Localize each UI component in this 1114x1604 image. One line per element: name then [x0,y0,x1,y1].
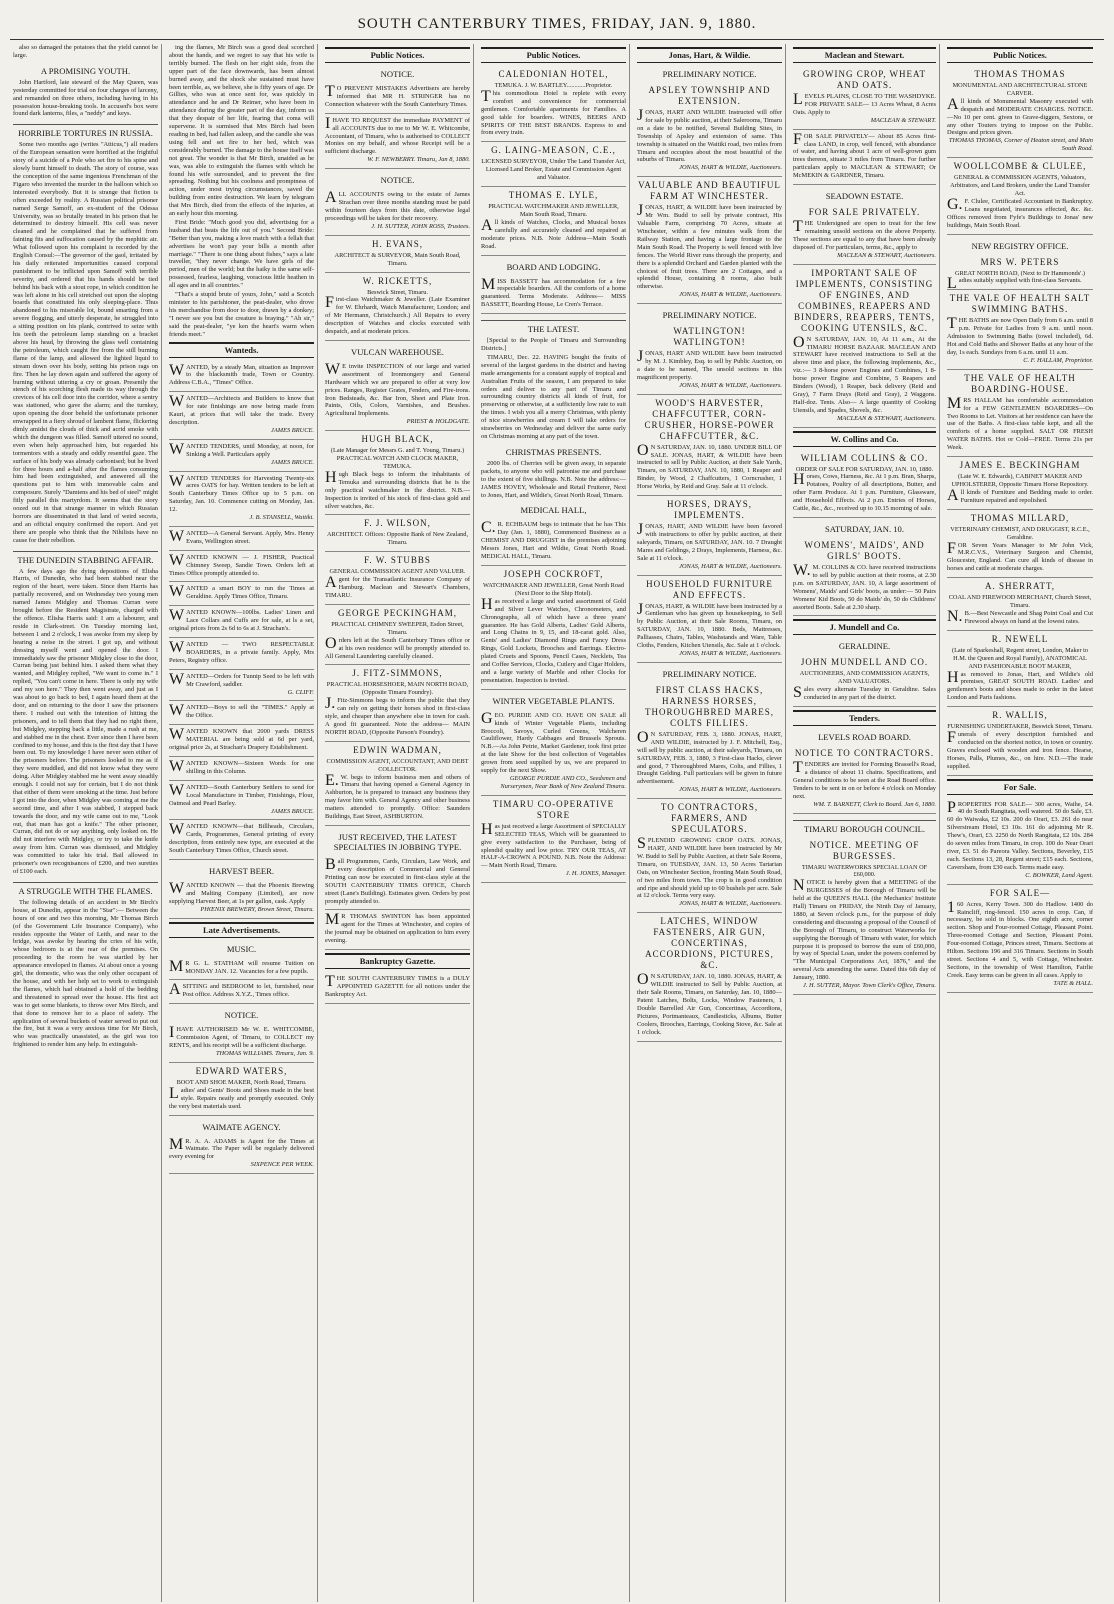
advertisement [169,361,314,393]
column-7 [944,44,1096,1602]
ad-subtitle: GENERAL & COMMISSION AGENTS, Valuators, Arbitrators, and Land Brokers, under the Land Transfer Act. [950,174,1090,197]
article-paragraph: Some two months ago (writes "Atticus,") all readers of the European sensation were horrified at the frightful story of a suicide of a Pole who set fire to his spine and slowly burnt himself to death. The story of course, was the conception of the same ingenious Frenchman of the Figaro who invented the murder in the balloon which so interested everybody. But it is strange that fiction is often exceeded by reality. A Russian political prisoner named Serge Samoff, an ex-student of the Odessa University, was so brutally treated in his prison that he determined to destroy himself. His cell was never cleaned and he complained that he suffered from fainting fits and suffocation caused by the mephitic air. What followed upon his complaint is recorded by the English Consul:—The governor of the gaol, irritated by his daily reiterated importunities caused corporal punishment to be inflicted upon Samoff with terrible severity, and ordered that his hands should be tied behind his back with a stout rope, in which condition he was left alone in his cell stretched out upon the sloping boards that constituted his only sleeping-place. Thus abandoned to his miserable lot, bound smarting from a severe flogging, and utterly desperate, he struggled into a sitting position on his plank, contrived to seize with his teeth the petroleum lamp standing on a bracket above his head, by throwing the glass well containing the petroleum, which caught fire from the still burning flame of the lamp, and allowed the lighted liquid to stream down over his body, setting his prison rags on fire. Then he lay down again and suffered the agony of burning without uttering a cry or groan. Presently the stench of his scorching flesh made its way through the crevices of his cell door into the corridor, where a sentry was stationed, who gave the alarm; and the turnkey, upon opening the door beheld the unfortunate prisoner enwrapped in a fiery shroud of lambent flame, flickering dimly amidst the clouds of thick and acrid smoke with which the dungeon was filled. Samoff uttered no sound, even when help approached him, but regarded his tormentors with a steady and oddly resentful gaze. The surface of his body was already carbonised; but he lived for three hours and a-half after the flames consuming him had been extinguished, and answered all the questions put to him with immovable calm and composure. Surely "Damiens and his bed of steel" might fitly parallel this martyrdom. It seems that the story oozed out in that strange manner in which Russian horrors are disseminated in that land of weird secrets, and an official enquiry confirmed the report. And yet there are people who think that the Nihilists have no cause for their rebellion. [13,141,158,544]
advertisement [947,290,1093,369]
advertisement [325,431,470,515]
article-paragraph: "That's a stupid brute of yours, John," said a Scotch minister to his parishioner, the peat-dealer, who drove his merchandise from door to door, drawn by a donkey; "I never see you but the creature is braying." "Ah sir," said the peat-dealer, "ye ken the heart's warm when friends meet." [169,291,314,338]
section-banner: Public Notices. [481,47,626,63]
ad-body: MR THOMAS SWINTON has been appointed agent for the Times at Winchester, and copies of the journal may be obtained on application to him every evening. [325,911,470,945]
ad-title: R. NEWELL [991,633,1049,644]
advertisement [793,654,936,707]
section-heading: MUSIC. [226,943,257,954]
ad-title: HORSES, DRAYS, IMPLEMENTS. [667,499,752,521]
article-paragraph: TIMARU, Dec. 22. HAVING bought the fruits of several of the largest gardens in the district and having made arrangements for a constant supply of tropical and Australian Fruits of the season, I am prepared to take orders and deliver to any part of Timaru and surrounding country districts all kinds of fruit, for preserving or otherwise, at a sufficiently low rate to suit the times. I wish you all a merry Christmas, with plenty of nice strawberries and cream I will take orders for strawberries on Wednesday and deliver the same early on Christmas morning at any part of the town. [481,353,626,440]
ad-signature: G. CLIFF. [287,688,314,696]
ad-title: WILLIAM COLLINS & CO. [800,452,929,463]
ad-title: EDWIN WADMAN, [353,744,442,755]
advertisement [325,972,470,1004]
masthead [10,8,1104,40]
ad-body: WANTED TENDERS for Harvesting Twenty-six acres OATS for hay. Written tenders to be left at South Canterbury Times Office up to 5 p.m. on Saturday, Jan. 10. Commence cutting on Monday, Jan. 12. [169,472,314,514]
ad-title: GEORGE PECKINGHAM, [338,607,457,618]
advertisement [947,885,1093,993]
ad-body: Ladies suitably supplied with first-class Servants. [947,275,1082,293]
ad-body: JONAS, HART AND WILDIE Instructed will offer for sale by public auction, at their Salerooms, Timaru on a date to be notified, Several Building Sites, in Township of Apsley and extension of same. This township is situated on the Waitiki road, two miles from Timaru and occupies about the most beautiful of the suburbs of Timaru. [637,107,782,164]
advertisement [947,370,1093,457]
advertisement [169,392,314,440]
ad-signature: J. B. STANSELL, Waitiki. [249,514,314,522]
ad-title: APSLEY TOWNSHIP AND EXTENSION. [648,85,771,106]
advertisement [947,631,1093,707]
column-5 [634,44,786,1602]
advertisement [637,323,782,395]
ad-body: THE Undersigned are open to treat for the few remaining unsold sections on the above Property. These sections are equal to any that have been already disposed of. For particulars, terms, &c., apply to [793,218,936,251]
article-paragraph: John Hartford, late steward of the May Queen, was yesterday committed for trial on four charges of larceny, and remanded on three others, including having in his possession house-breaking tools. In accused's box were found dark lanterns, files, a "neddy" and keys. [13,78,158,118]
advertisement [325,188,470,236]
ad-body: WANTED TENDERS, until Monday, at noon, for Sinking a Well. Particulars apply [169,440,314,458]
column-4 [478,44,630,1602]
ad-body: WANTED—South Canterbury Settlers to send for Local Manufacture in Timber, Finishings, Flour, Oatmeal and Pearl Barley. [169,781,314,807]
ad-body: All kinds of Monumental Masonry executed with despatch and MODERATE CHARGES. NOTICE.—No 10 per cent. given to Grave-diggers, Sextons, or any other Touters trying to impose on the Public. Designs and prices given. [947,95,1093,137]
advertisement [947,254,1093,291]
ad-body: WANTED, by a steady Man, situation as Improver to the blacksmith trade, Town or Country. Address C.B.A., "Times" Office. [169,361,314,387]
ad-body: JONAS, HART, AND WILDIE have been favored with instructions to offer by public auction, at their saleyards, Timaru, on SATURDAY, JAN. 10. 7 Draught Mares and Geldings, 2 Drays, Implements, Harness, &c. Sale at 11 o'clock. [637,521,782,562]
ad-subtitle: (Late Manager for Messrs G. and T. Young, Timaru.) PRACTICAL WATCH AND CLOCK MAKER, TEMUKA. [330,447,465,470]
ad-title: IMPORTANT SALE OF IMPLEMENTS, CONSISTING OF ENGINES, AND COMBINES, REAPERS AND BINDERS, REAPERS, TENTS, COOKING UTENSILS, &C. [793,267,936,333]
ad-body: THE SOUTH CANTERBURY TIMES is a DULY APPOINTED GAZETTE for all notices under the Bankruptcy Act. [325,973,470,998]
section-heading: PRELIMINARY NOTICE. [662,69,757,79]
ad-body: JONAS, HART AND WILDIE have been instructed by M. J. Kimbley, Esq. to sell by Public Auction, on a date to be named, The unsold sections in this magnificent property. [637,348,782,381]
advertisement [637,496,782,575]
ad-body: E.W. begs to inform business men and others of Timaru that having opened a General Agency in Ashburton, he is prepared to transact any business they may favor him with. General Agency and other business matters attended to promptly. Office: Saunders Buildings, East Street, ASHBURTON. [325,771,470,821]
advertisement [793,450,936,518]
advertisement [169,670,314,702]
ad-body: ON SATURDAY, JAN. 10, 1880. UNDER BILL OF SALE. JONAS, HART, & WILDIE have been instructed to sell by Public Auction, at their Sale Yards, Timaru, on SATURDAY, JAN. 10, 1880, 1 Reaper and Binder, by Wood, 2 Chaffcutters, 1 Corncrusher, 1 Horse Works, by Reid and Gray. Sale at 11 o'clock. [637,441,782,491]
ad-title: WOOLLCOMBE & CLULEE, [953,161,1087,172]
ad-body: This commodious Hotel is replete with every comfort and convenience for commercial gentlemen. Comfortable apartments for Families. A good table for boarders. WINES, BEERS AND SPIRITS OF THE BEST BRANDS. Express to and from every train. [481,87,626,137]
section-banner: Wanteds. [169,342,314,358]
ad-signature: MACLEAN & STEWART. [870,116,936,124]
ad-subtitle: PRACTICAL WATCHMAKER AND JEWELLER, Main South Road, Timaru. [488,203,619,218]
advertisement [637,913,782,1041]
advertisement [169,957,314,981]
section-heading: PRELIMINARY NOTICE. [662,310,757,321]
ad-signature: C. BOWKER, Land Agent. [1025,871,1093,879]
ad-subtitle: BOOT AND SHOE MAKER, North Road, Timaru. [176,1078,307,1086]
ad-title: THOMAS MILLARD, [970,512,1070,523]
advertisement [637,682,782,799]
ad-body: G.F. Clulee, Certificated Accountant in Bankruptcy. Loans negotiated, insurances effected, &c. &c. Offices removed from Fyfe's Buildings to Jonas' new buildings, Main South Road. [947,195,1093,229]
advertisement [947,158,1093,234]
ad-subtitle: ARCHITECT. Offices: Opposite Bank of New Zealand, Timaru. [326,531,469,547]
ad-signature: J. H. SUTTER, JOHN ROSS, Trustees. [371,222,470,230]
column-2 [166,44,318,1602]
advertisement [169,551,314,583]
ad-body: LEVELS PLAINS, CLOSE TO THE WASHDYKE. FOR PRIVATE SALE— 13 Acres Wheat, 8 Acres Oats. Apply to [793,91,936,116]
advertisement [325,910,470,950]
ad-body: WANTED—Orders for Tunnip Seed to be left with Mr Crawford, saddler. [169,670,314,688]
ad-body: WANTED—A General Servant. Apply, Mrs. Henry Evans, Wellington street. [169,527,314,545]
section-banner: J. Mundell and Co. [793,619,936,635]
ad-title: F. W. STUBBS [364,555,431,566]
section-heading: VULCAN WAREHOUSE. [351,346,444,357]
ad-body: FOR Seven Years Manager to Mr John Vick, M.R.C.V.S., Veterinary Surgeon and Chemist, Gloucester, England. Can cure all kinds of disease in horses and cattle at moderate charges. [947,539,1093,573]
ad-body: First-class Watchmaker & Jeweller. (Late Examiner for W. Ehrhardt, Watch Manufacturer, London; and of Mr Hermann, Christchurch.) All Repairs to every description of Watches and clocks executed with despatch, and at moderate prices. [325,294,470,336]
ad-body: W.M. COLLINS & CO. have received instructions to sell by public auction at their rooms, at 2.30 p.m. on SATURDAY, JAN. 10, A large assortment of Womens', Maids' and Girls' boots, as under:— 50 Pairs Womens' Kid Boots, 50 do Maids' do, 50 do Childrens' assorted Boots. Sale at 2.30 sharp. [793,562,936,611]
article-paragraph: [Special to the People of Timaru and Surrounding Districts.] [481,337,626,353]
advertisement [169,725,314,757]
ad-body: IHAVE AUTHORISED Mr W. E. WHITCOMBE, Commission Agent, of Timaru, to COLLECT my RENTS, and his receipt will be a sufficient discharge. [169,1024,314,1050]
ad-title: TIMARU CO-OPERATIVE STORE [492,798,615,820]
advertisement [169,879,314,919]
advertisement [169,1135,314,1175]
ad-subtitle: COMMISSION AGENT, ACCOUNTANT, AND DEBT COLLECTOR. [326,757,469,773]
advertisement [481,187,626,255]
ad-title: A. SHERRATT, [984,581,1056,592]
advertisement [947,510,1093,578]
advertisement [169,781,314,821]
section-heading: PRELIMINARY NOTICE. [662,668,757,679]
ad-title: W. RICKETTS, [362,275,433,286]
advertisement [325,82,470,114]
ad-title: NOTICE TO CONTRACTORS. [794,748,935,759]
advertisement [793,265,936,428]
ad-body: Has removed to Jonas, Hart, and Wildie's old premises, GREAT SOUTH ROAD. Ladies' and gentlemen's boots and shoes made to order in the latest London and Paris fashions. [947,668,1093,702]
ad-signature: J. H. JONES, Manager. [565,870,626,878]
ad-body: ON SATURDAY, JAN. 10, At 11 a.m., At the TIMARU HORSE BAZAAR. MACLEAN AND STEWART have received instructions to Sell at the above time and place, the following implements, &c., viz.:— 3 8-horse power Engines and Combines, 1 8-horse power Engine and Combine, 5 Reapers and Binders (Wood), 1 Reaper, back delivery (Reid and Gray), 7 Farm Drays (Reid and Gray), 2 Waggons. Half-doz. Tents. Also— A large quantity of Cooking Utensils, and Spades, Shovels, &c. [793,333,936,414]
advertisement [481,566,626,690]
ad-title: WOOD'S HARVESTER, CHAFFCUTTER, CORN-CRUSHER, HORSE-POWER CHAFFCUTTER, &C. [644,397,775,441]
ad-signature: JAMES BRUCE. [271,458,314,466]
ad-body: WE invite INSPECTION of our large and varied assortment of Ironmongery and General Hardware which we are prepared to offer at very low prices. Ranges, Register Grates, Fenders, and Fire-irons. Iron Bedsteads, &c. Bar Iron, Sheet and Plate Iron. Paints, Oils, Colors, Varnishes, and Brushes. Agricultural Implements. [325,360,470,418]
article-paragraph: 2000 lbs. of Cherries will be given away, in separate packets, to anyone who will patronise me and purchase to the extent of five shillings. N.B. Note the address:— JAMES HOVEY, Wholesale and Retail Fruiterer, Next to Jones, Hart, and Wildie's, Great North Road, Timaru. [481,459,626,499]
ad-title: R. WALLIS, [992,710,1048,721]
ad-body: WANTED—Architects and Builders to know that for rate finishings are now being made from Kauri, at prices that will take the trade. Every description. [169,393,314,426]
advertisement [169,1023,314,1063]
advertisement [481,709,626,796]
article-paragraph: ing the flames, Mr Birch was a good deal scorched about the hands, and we regret to say that his wife is terribly burned. The flesh on her right side, from the upper part of the face downwards, has been almost burned away, and the shock she sustained must have been terrible, as, we believe, she is fifty years of age. Dr Gillies, who was at once sent for, was quickly in attendance and he and Dr Reimer, who have been in attendance during the greater part of the day, inform us that they despair of her life, fearing that coma will supervene. It is surmised that Mrs Birch had been reading in bed, had fallen asleep, and the candle she was using fell and set fire to her bed, which was considerably burned. The damage to the house itself was not great. The wonder is that Mr Birch, unaided as he was, was able to extinguish the flames with which he found his wife surrounded, and to prevent the fire spreading. Nothing but his coolness and promptness of action, under most trying circumstances, saved the building from entire destruction. We learn by telegram that Mrs Birch, died from the effects of the injuries, at an early hour this morning. [169,44,314,218]
ad-signature: JONAS, HART & WILDIE, Auctioneers. [679,649,782,657]
advertisement [793,745,936,813]
advertisement [169,1063,314,1116]
ad-signature: JONAS, HART & WILDIE, Auctioneers. [679,381,782,389]
masthead-title: SOUTH CANTERBURY TIMES, FRIDAY, JAN. 9, 1880. [357,16,757,32]
advertisement [169,472,314,527]
ad-body: All kinds of Watches, Clocks, and Musical boxes carefully and accurately cleaned and repaired at moderate prices. N.B. Note Address—Main South Road. [481,216,626,250]
ad-title: FOR SALE PRIVATELY. [808,207,921,218]
section-banner: Maclean and Stewart. [793,47,936,63]
advertisement [169,582,314,606]
ad-body: Has just received a large Assortment of SPECIALLY SELECTED TEAS, Which will be guaranteed to give every satisfaction to the Purchaser, being of splendid quality and low price. TRY OUR TEAS, AT HALF-A-CROWN A POUND. N.B. Note the Address:— Main North Road, Timaru. [481,820,626,870]
ad-body: MR. A. A. ADAMS is Agent for the Times at Waimate. The Paper will be regularly delivered every evening for [169,1135,314,1161]
section-heading: HORRIBLE TORTURES IN RUSSIA. [13,124,158,138]
ad-body: WANTED KNOWN—100lbs. Ladies' Linen and Lace Collars and Cuffs are for sale, at ls a set, original prices from 2s 6d to 6s at J. Strachan's. [169,607,314,633]
ad-body: Ball Programmes, Cards, Circulars, Law Work, and every description of Commercial and General Printing can now be executed in first-class style at the SOUTH CANTERBURY TIMES OFFICE, Church street (Lane's Building). Estimates given. Orders by post promptly attended to. [325,856,470,905]
ad-body: ALL ACCOUNTS owing to the estate of James Strachan over three months standing must be paid within fourteen days from this date, otherwise legal proceedings will be taken for their recovery. [325,189,470,222]
section-banner: Tenders. [793,710,936,726]
ad-signature: JONAS, HART & WILDIE, Auctioneers. [679,900,782,908]
section-heading: GERALDINE. [838,641,891,652]
ad-title: EDWARD WATERS, [195,1065,288,1076]
ad-subtitle: PRACTICAL CHIMNEY SWEEPER, Esdon Street, Timaru. [331,620,464,636]
column-3 [322,44,474,1602]
ad-body: THE BATHS are now Open Daily from 6 a.m. until 8 p.m. Private for Ladies from 9 a.m. until noon. Admission to Swimming Baths (towel included), 6d. Hot and Cold Baths and Shower Baths at any hour of the day, 1s each. Sundays from 6 a.m. until 11 a.m. [947,315,1093,356]
section-banner: W. Collins and Co. [793,431,936,447]
ad-body: TENDERS are invited for Forming Brassell's Road, a distance of about 11 chains. Specifications, and General conditions to be seen at the Road Board office. Tenders to be sent in on or before 4 o'clock on Monday next. [793,759,936,800]
ad-body: TO PREVENT MISTAKES Advertisers are hereby informed that MR H. STRINGER has no Connection whatever with the South Canterbury Times. [325,83,470,108]
ad-body: ASITTING and BEDROOM to let, furnished, near Post office. Address X.Y.Z., Times office. [169,981,314,999]
ad-signature: JAMES BRUCE. [271,426,314,434]
ad-title: HUGH BLACK, [361,434,434,445]
section-heading: NOTICE. [380,69,415,79]
section-heading: TIMARU BOROUGH COUNCIL. [793,820,936,834]
section-banner: Bankruptcy Gazette. [325,953,470,969]
ad-subtitle: FURNISHING UNDERTAKER, Beswick Street, Timaru. [947,723,1093,731]
section-heading: NOTICE. [224,1010,259,1021]
ad-body: WANTED — TWO RESPECTABLE BOARDERS, in a private family. Apply, Mrs Peters, Registry office. [169,639,314,664]
ad-body: J.Fitz-Simmons begs to inform the public that they can rely on getting their horses shod in first-class style, and cheaper than anywhere else in town for cash. A good fit guaranteed. Note the address— MAIN NORTH ROAD, (Opposite Parson's Foundry). [325,695,470,736]
ad-body: Horses, Cows, Harness, &c. At 1 p.m. Bran, Sharps, Potatoes, Poultry of all descriptions, Butter, and other Farm Produce. At 1 p.m. Furniture, Glassware, and Household Effects. At 2 p.m. Entries of Horses, Cattle, &c., &c., received up to 10.15 morning of sale. [793,471,936,513]
section-heading: A STRUGGLE WITH THE FLAMES. [13,882,158,896]
advertisement [793,204,936,265]
advertisement [947,457,1093,510]
ad-body: WANTED KNOWN—Sixteen Words for one shilling in this Column. [169,757,314,775]
ad-title: LATCHES, WINDOW FASTENERS, AIR GUN, CONCERTINAS, ACCORDIONS, PICTURES, &C. [645,916,774,971]
ad-title: THE VALE OF HEALTH SALT SWIMMING BATHS. [949,293,1091,315]
ad-subtitle: WATCHMAKER AND JEWELLER, Great North Road (Next Door to the Ship Hotel). [483,581,624,597]
ad-body: MRS HALLAM has comfortable accommodation for a FEW GENTLEMEN BOARDERS—On Two Rooms to Let. Visitors at her residence can have the use of the Baths. A first-class table kept, and all the comforts of a home supplied. SALT OR FRESH WATER BATHS. Hot or Cold—FREE. Terms 21s per Week. [947,394,1093,452]
ad-body: WANTED KNOWN — that the Phoenix Brewing and Malting Company (Limited), are now supplying Harvest Beer, at 1s per gallon, cask. Apply [169,880,314,905]
ad-body: WANTED KNOWN—that Billheads, Circulars, Cards, Programmes, General printing of every description, from entirely new type, are executed at the South Canterbury Times Office, Church street. [169,821,314,855]
section-heading: SATURDAY, JAN. 10. [824,524,905,534]
advertisement [481,518,626,566]
section-heading: NEW REGISTRY OFFICE. [971,240,1069,251]
advertisement [325,114,470,169]
advertisement [169,757,314,781]
advertisement [325,605,470,666]
ad-body: FOR SALE PRIVATELY— About 85 Acres first-class LAND, in crop, well fenced, with abundance of water, and having about 1 acre of well-grown gum trees thereon, situate 3 miles from Timaru. For further particulars apply to MACLEAN & STEWART; Or McMEKIN & GARDNER, Timaru. [793,130,936,180]
advertisement [793,66,936,130]
ad-title: CALEDONIAN HOTEL, [498,69,609,79]
ad-subtitle: GREAT NORTH ROAD, (Next to Dr Hammonds'.) [954,269,1086,277]
ad-title: GROWING CROP, WHEAT AND OATS. [802,69,927,90]
advertisement [793,537,936,616]
ad-title: G. LAING-MEASON, C.E., [491,145,616,156]
section-heading: A PROMISING YOUTH. [40,65,131,76]
ad-title: HOUSEHOLD FURNITURE AND EFFECTS. [646,578,773,600]
ad-title: FOR SALE— [989,887,1051,898]
ad-subtitle: ORDER OF SALE FOR SATURDAY, JAN. 10, 1880. [795,465,934,473]
advertisement [325,552,470,605]
ad-title: H. EVANS, [371,238,424,249]
advertisement [947,707,1093,775]
ad-body: Agent for the Transatlantic Insurance Company of Hamburg. Maclean and Stewart's Chambers, TIMARU. [325,574,470,599]
section-heading: HARVEST BEER. [208,866,275,877]
section-banner: Public Notices. [325,47,470,63]
advertisement [325,360,470,431]
advertisement [637,177,782,304]
section-heading: SEADOWN ESTATE. [825,191,904,202]
article-paragraph: A few days ago the dying depositions of Elisha Harris, of Dunedin, who had been stabbed near the region of the heart, were taken. Since then Harris has partially recovered, and on Wednesday two young men named James Midgley and Thomas Curran were brought before the Resident Magistrate, charged with the offence. Elisha Harris said: I am a labourer, and reside in Clark-street. On Tuesday morning last, between 1 and 2 o'clock, I was awoke from my sleep by hearing a noise in the street. I got up, and without dressing myself went and opened the door. I immediately saw the prisoner Midgley close to the door, Curran being just behind him. I asked them what they wanted, and Midgley replied, "We want to come in." I replied, "You can't come in here. There is only my wife and my son here." They then went away, and just as I was about to go back to bed, I again heard them at the door, and on returning to the door I saw the prisoners there. I rushed out with the intention of hitting the prisoners, and to tell them that they had no right there, but Midgley, stepping back a little, made a rush at me, and stabbed me in the chest. Ever since then I have been confined to my house, and this is the first day that I have been out. To my knowledge I have never seen either of the prisoners before. The prisoners looked to me as if they were muddled, and did not know what they were doing. After Midgley stabbed me he went away steadily enough. I could not say for certain, but I do not think that either of them were smoking at the time. Just before I got into the door, when Midgley was coming at me the second time, and after I was stabbed, I stepped back towards the door, and my wife came out to me, "Look out, that man has got a knife." The other prisoner, Curran, did not do or say anything, only looked on. He did not interfere with Midgley, or try to take the knife away from him. Curran was dismissed, and Midgley was committed to take his trial. Bail allowed in prisoner's own recognisances of £200, and two sureties of £100 each. [13,567,158,875]
article-paragraph: The following details of an accident in Mr Birch's house, at Dunedin, appear in the "Star":— Between the hours of one and two this morning, Mr Thomas Birch (of the Government Life Insurance Company), who resides opposite the Water of Leith, and near to the bridge, was awoke by hearing the cries of his wife, whose bedroom is at the rear of the premises. On proceeding to the room he was startled by her appearance enveloped in flames. At about once a young girl, the domestic, who was the only other occupant of the house, and with her help set to work to extinguish the flames, which had obtained a hold of the bedding and threatened to spread over the house. His first act was to get some blankets, to throw over Mrs Birch, and that done to remove her to a place of safety. The application of several buckets of water served to put out the fire, but it was a very anxious time for Mr Birch, who was practically unassisted, as the girl was too frightened to render him any help. In extinguish- [13,898,158,1049]
ad-body: MISS BASSETT has accommodation for a few respectable boarders. All the comforts of a home guaranteed. Terms Moderate. Address— MISS BASSETT, Boarding House, Le Cren's Terrace. [481,275,626,309]
ad-body: JONAS, HART, & WILDIE have been instructed by Mr Wm. Budd to sell by private contract, His Valuable Farm, comprising 70 Acres, situate at Winchester, within a few minutes walk from the Railway Station, and having a large frontage to the Main South Road. The Property is well fenced with live fences. The World River runs through the property, and there is a splendid Orchard and Garden planted with the choicest of fruit trees. There are 2 Cottages, and a splendid House, containing 8 rooms, also built otherwise. [637,202,782,291]
section-heading: NOTICE. [380,175,415,186]
ad-body: WANTED—Boys to sell the "TIMES." Apply at the Office. [169,702,314,720]
ad-subtitle: (Late W. E. Edwards), CABINET MAKER AND UPHOLSTERER, Opposite Timaru Horse Repository. [951,473,1089,488]
section-heading: JUST RECEIVED, THE LATEST SPECIALTIES IN JOBBING TYPE. [333,832,462,852]
advertisement [637,799,782,913]
ad-signature: JONAS, HART & WILDIE, Auctioneers. [679,786,782,794]
ad-body: Orders left at the South Canterbury Times office or at his own residence will be promptly attended to. All General Laundering carefully cleaned. [325,634,470,660]
ad-title: MRS W. PETERS [980,256,1060,267]
ad-title: VALUABLE AND BEAUTIFUL FARM AT WINCHESTER. [638,180,781,202]
ad-signature: C. F. HALLAM, Proprietor. [1023,356,1093,364]
ad-subtitle: Beswick Street, Timaru. [367,288,428,296]
advertisement [169,820,314,860]
ad-signature: TATE & HALL. [1053,979,1093,987]
ad-title: JOHN MUNDELL AND CO. [800,657,929,668]
ad-body: GEO. PURDIE AND CO. HAVE ON SALE all kinds of Winter Vegetable Plants, including Broccoli, Savoys, Curled Greens, Walcheren Cauliflower, Hardy Cabbages and Brussels Sprouts. N.B.—As John Petrie, Market Gardener, took first prize at the late Show for the best collection of Vegetables grown from seed supplied by us, we are prepared to supply for the next Show. [481,709,626,775]
ad-body: SPLENDID GROWING CROP OATS. JONAS, HART, AND WILDIE have been instructed by Mr W. Budd to Sell by Public Auction, at their Sale Rooms, Timaru, on TUESDAY, JAN. 13, 50 Acres Tartarian Oats, on Winchester Section, fronting Main South Road, of two miles from town. The crop is in good condition and ripe and should yield up to 60 bushels per acre. Sale at 12 o'clock. Terms very easy. [637,835,782,900]
ad-body: ON SATURDAY, JAN. 10, 1880. JONAS, HART, & WILDIE instructed to Sell by Public Auction, at their Sale Rooms, Timaru, on Saturday, Jan. 10, 1880— Patent Latches, Bolts, Locks, Window Fasteners, 1 Double Barrelled Air Gun, Concertinas, Accordions, Pictures, Portmanteaux, Candlesticks, Albums, Butter Coolers, Brooches, Earrings, Cooking Stove, &c. Sale at 1 o'clock. [637,971,782,1036]
advertisement [637,576,782,663]
ad-subtitle: (Late of Sparkeshall, Regent street, London, Maker to H.M. the Queen and Royal Family), ANATOMICAL AND FASHIONABLE BOOT MAKER, [951,646,1089,670]
ad-body: IHAVE TO REQUEST the immediate PAYMENT of all ACCOUNTS due to me to Mr W. E. Whitcombe, Accountant, of Timaru, who is authorised to COLLECT Monies on my behalf, and whose Receipt will be a sufficient discharge. [325,114,470,156]
ad-signature: JONAS, HART & WILDIE, Auctioneers. [679,562,782,570]
advertisement [481,142,626,187]
advertisement [481,275,626,315]
ad-signature: SIXPENCE PER WEEK. [250,1161,314,1169]
ad-signature: JONAS, HART & WILDIE, Auctioneers. [679,164,782,172]
advertisement [947,66,1093,158]
advertisement [325,515,470,552]
section-heading: MEDICAL HALL, [520,505,587,516]
advertisement [325,273,470,341]
ad-title: FIRST CLASS HACKS, HARNESS HORSES, THOROUGHBRED MARES, COLTS FILLIES. [644,684,774,728]
ad-signature: J. H. SUTTER, Mayor. Town Clerk's Office, Timaru. [802,982,936,990]
advertisement [637,395,782,496]
ad-signature: THOMAS WILLIAMS. Timaru, Jan. 9. [216,1050,314,1057]
ad-body: Hugh Black begs to inform the inhabitants of Temuka and surrounding districts that he is the only practical watchmaker in the district. N.B.—Inspection is invited of his stock of first-class gold and silver watches, &c. [325,468,470,510]
advertisement [325,742,470,826]
ad-subtitle: PRACTICAL HORSESHOER, MAIN NORTH ROAD, (Opposite Timaru Foundry). [326,681,469,697]
advertisement [947,798,1093,885]
ad-title: F. J. WILSON, [364,518,431,529]
advertisement [793,837,936,996]
ad-signature: W. F. NEWBERRY. Timaru, Jan 8, 1880. [367,156,470,164]
advertisement [325,855,470,910]
section-heading: THE DUNEDIN STABBING AFFAIR. [13,551,158,565]
column-6 [790,44,940,1602]
ad-body: WANTED a smart BOY to run the Times at Geraldine. Apply Times Office, Timaru. [169,583,314,601]
ad-body: All kinds of Furniture and Bedding made to order. Furniture repaired and repolished. [947,486,1093,504]
ad-subtitle: GENERAL COMMISSION AGENT AND VALUER. [329,568,466,576]
section-heading: CHRISTMAS PRESENTS. [505,446,602,457]
ad-title: NOTICE. MEETING OF BURGESSES. [809,839,920,861]
advertisement [637,82,782,177]
ad-title: THOMAS E. LYLE, [508,190,599,201]
advertisement [169,638,314,670]
ad-subtitle: AUCTIONEERS, AND COMMISSION AGENTS, AND VALUATORS. [799,670,930,686]
ad-subtitle: COAL AND FIREWOOD MERCHANT, Church Street, Timaru. [948,594,1092,610]
ad-title: WATLINGTON! WATLINGTON! [673,326,746,348]
ad-signature: MACLEAN & STEWART, Auctioneers. [837,414,936,422]
advertisement [325,665,470,741]
section-banner: Public Notices. [947,47,1093,63]
ad-body: NOTICE is hereby given that a MEETING of the BURGESSES of the Borough of Timaru will be held at the QUEEN'S HALL (the Mechanics' Institute Hall) Timaru on FRIDAY, the Ninth Day of January, 1880, at Seven o'clock p.m., for the purpose of duly considering and discussing a proposal of the Council of the Borough of Timaru, to construct Waterworks for supplying the Borough of Timaru with water, for which purpose it is proposed to borrow the sum of £60,000, by way of Special Loan, under the powers conferred by "The Municipal Corporations Act, 1876," and the several Acts amending the same. Dated this 6th day of January, 1880. [793,877,936,982]
advertisement [793,130,936,185]
section-banner: For Sale. [947,779,1093,795]
column-1 [10,44,162,1602]
ad-subtitle: TIMARU WATERWORKS SPECIAL LOAN OF £60,000. [801,863,928,879]
ad-title: JAMES E. BECKINGHAM [959,460,1081,471]
section-heading: BOARD AND LODGING. [506,261,601,272]
article-paragraph: also so damaged the potatoes that the yield cannot be large. [13,44,158,59]
ad-body: N.B.—Best Newcastle and Shag Point Coal and Cut Firewood always on hand at the lowest rates. [947,607,1093,625]
ad-signature: JAMES BRUCE. [271,807,314,815]
ad-body: WANTED KNOWN that 2000 yards DRESS MATERIAL are being sold at 6d per yard, original price 2s, at Strachan's Drapery Establishment. [169,726,314,752]
ad-subtitle: TEMUKA. J. W. BARTLEY............Proprietor. [494,82,613,89]
advertisement [169,701,314,725]
ad-subtitle: VETERINARY CHEMIST, AND DRUGGIST, R.C.E., Geraldine. [950,525,1090,541]
section-banner: Jonas, Hart, & Wildie. [637,47,782,63]
section-heading: WAIMATE AGENCY. [202,1121,281,1132]
ad-body: ON SATURDAY, FEB. 3, 1880. JONAS, HART, AND WILDIE, instructed by J. F. Mitchell, Esq., will sell by public auction, at their saleyards, Timaru, on SATURDAY, FEB. 3, 1880, 3 First-class Hacks, clever and good, 7 Thoroughbred Mares, Colts, and Fillies, 1 Draught Gelding. Full particulars will be given in future advertisement. [637,728,782,786]
ad-body: Has received a large and varied assortment of Gold and Silver Lever Watches, Chronometers, and Chronographs, all of which have a three years' guarantee. He has Gold Alberts, Ladies' Gold Alberts, and Long Chains in 9, 15, and 18-carat gold. Also, Gents' and Ladies' Diamond Rings and Fancy Dress Rings, Gold Lockets, Brooches and Earrings. Electro-plated Cruets and Spoons, Pencil Cases, Necklets, Tea and Coffee Services, Clocks, Cutlery and Cigar Holders, and a large variety of Marble and other Clocks for presentation. Inspection is invited. [481,595,626,684]
ad-body: WANTED KNOWN — J. FISHER, Practical Chimney Sweep, Sandie Town. Orders left at Times Office promptly attended to. [169,551,314,577]
ad-body: MR G. L. STATHAM will resume Tuition on MONDAY JAN. 12. Vacancies for a few pupils. [169,957,314,975]
ad-title: JOSEPH COCKROFT, [503,568,604,579]
ad-title: J. FITZ-SIMMONS, [352,668,443,679]
advertisement [169,980,314,1004]
ad-title: WOMENS', MAIDS', AND GIRLS' BOOTS. [804,540,925,561]
section-heading: LEVELS ROAD BOARD. [818,732,911,743]
ad-body: Ladies' and Gents' Boots and Shoes made in the best style. Repairs neatly and promptly executed. Only the very best materials used. [169,1084,314,1110]
ad-title: TO CONTRACTORS, FARMERS, AND SPECULATORS. [660,802,759,835]
ad-body: Sales every alternate Tuesday in Geraldine. Sales conducted in any part of the district. [793,684,936,702]
advertisement [325,236,470,273]
ad-signature: MACLEAN & STEWART, Auctioneers. [837,251,936,259]
ad-body: JONAS, HART, & WILDIE have been instructed by a Gentleman who has given up housekeeping, to Sell by Public Auction, at their Sale Rooms, Timaru, on SATURDAY, JAN. 10, 1880. Beds, Mattresses, Palliasses, Chairs, Tables, Washstands and Ware, Table Cloths, Fenders, Kitchen Utensils, &c. Sale at 1 o'clock. [637,600,782,650]
columns [10,44,1104,1602]
advertisement [169,440,314,472]
ad-signature: WM. T. BARNETT, Clerk to Board. Jan 6, 1880. [813,800,936,808]
ad-body: 160 Acres, Kerry Town. 300 do Hadlow. 1400 do Raincliff, ring-fenced. 150 acres in crop. Can, if necessary, be sold in blocks. One eighth acre, corner section. Shop and Four-roomed Cottage, Pleasant Point. Three-roomed Cottage and Section, Pleasant Point. Four-roomed Cottage, Princes street, Timaru. Sections at Hilton. Sections 196 and 316 Timaru. Sections in South street. Sections 4 and 5, with Cottage, Winchester. Sections, in the township of West Hamilton, Fairlie Creek. Easy terms can be given in all cases. Apply to [947,898,1093,979]
article-paragraph: First Bride: "Much good you did, advertising for a husband that beats the life out of you." Second Bride: "Better than you, making a love match with a fellah that advertises he won't pay your bills a month after marriage." "There is one thing about fishes," says a late traveller, "they never change. We have girls of the period, men of the world; but the haiky is the same self-possessed, fearless, laughing, voracious little heathen in all ages and in all countries." [169,218,314,290]
ad-signature: PRIEST & HOLDGATE. [406,418,470,426]
advertisement [169,606,314,638]
ad-signature: JONAS, HART & WILDIE, Auctioneers. [679,291,782,299]
ad-subtitle: MONUMENTAL AND ARCHITECTURAL STONE CARVER. [952,82,1088,97]
ad-title: THE VALE OF HEALTH BOARDING-HOUSE. [964,372,1076,394]
ad-body: PROPERTIES FOR SALE— 300 acres, Waihe, £4. 40 do South Rangitata, well watered. 50 do Sale, £3. 60 do Waiwaka, £2 10s. 200 do Orari, £3. 261 do near Silverstream Hotel, £3 10s. 161 do adjoining Mr R. Thew's, Orari, £3. 2250 do North Rangitata, £2 10s. 284 do seven miles from Timaru, in crop. 100 do Near Orari river, £3. 51 do Pareora Valley. Sections, Beverley, £15 each. Sections 13, 28, Regent street; £15 each. Sections, Caversham, from £30 each. Terms made easy. [947,798,1093,871]
advertisement [481,66,626,142]
ad-body: C.R. ECHBAUM begs to intimate that he has This Day (Jan. 1, 1880), Commenced Business as a CHEMIST AND DRUGGIST in the premises adjoining Messrs Jones, Hart and Wildie, Great North Road. MEDICAL HALL, Timaru. [481,519,626,561]
advertisement [481,796,626,883]
advertisement [947,578,1093,631]
ad-signature: PHŒNIX BREWERY, Brown Street, Timaru. [200,905,314,913]
ad-subtitle: ARCHITECT & SURVEYOR, Main South Road, Timaru. [334,251,461,267]
section-heading: WINTER VEGETABLE PLANTS. [492,695,615,706]
ad-body: Funerals of every description furnished and conducted on the shortest notice, in town or country. Graves enclosed with wooden and iron fence. Hearse, Horses, Palls, Plumes, &c., on hire. N.D.—The trade supplied. [947,729,1093,770]
section-banner: Late Advertisements. [169,922,314,938]
ad-subtitle: LICENSED SURVEYOR, Under The Land Transfer Act, Licensed Land Broker, Estate and Commission Agent and Valuator. [481,158,626,182]
ad-signature: GEORGE PURDIE AND CO., Seedsmen and Nurserymen, Near Bank of New Zealand Timaru. [500,775,626,790]
advertisement [169,527,314,551]
ad-title: THOMAS THOMAS [974,69,1066,79]
section-heading: THE LATEST. [481,320,626,334]
ad-signature: THOMAS THOMAS, Corner of Heaton street, and Main South Road. [948,137,1093,153]
